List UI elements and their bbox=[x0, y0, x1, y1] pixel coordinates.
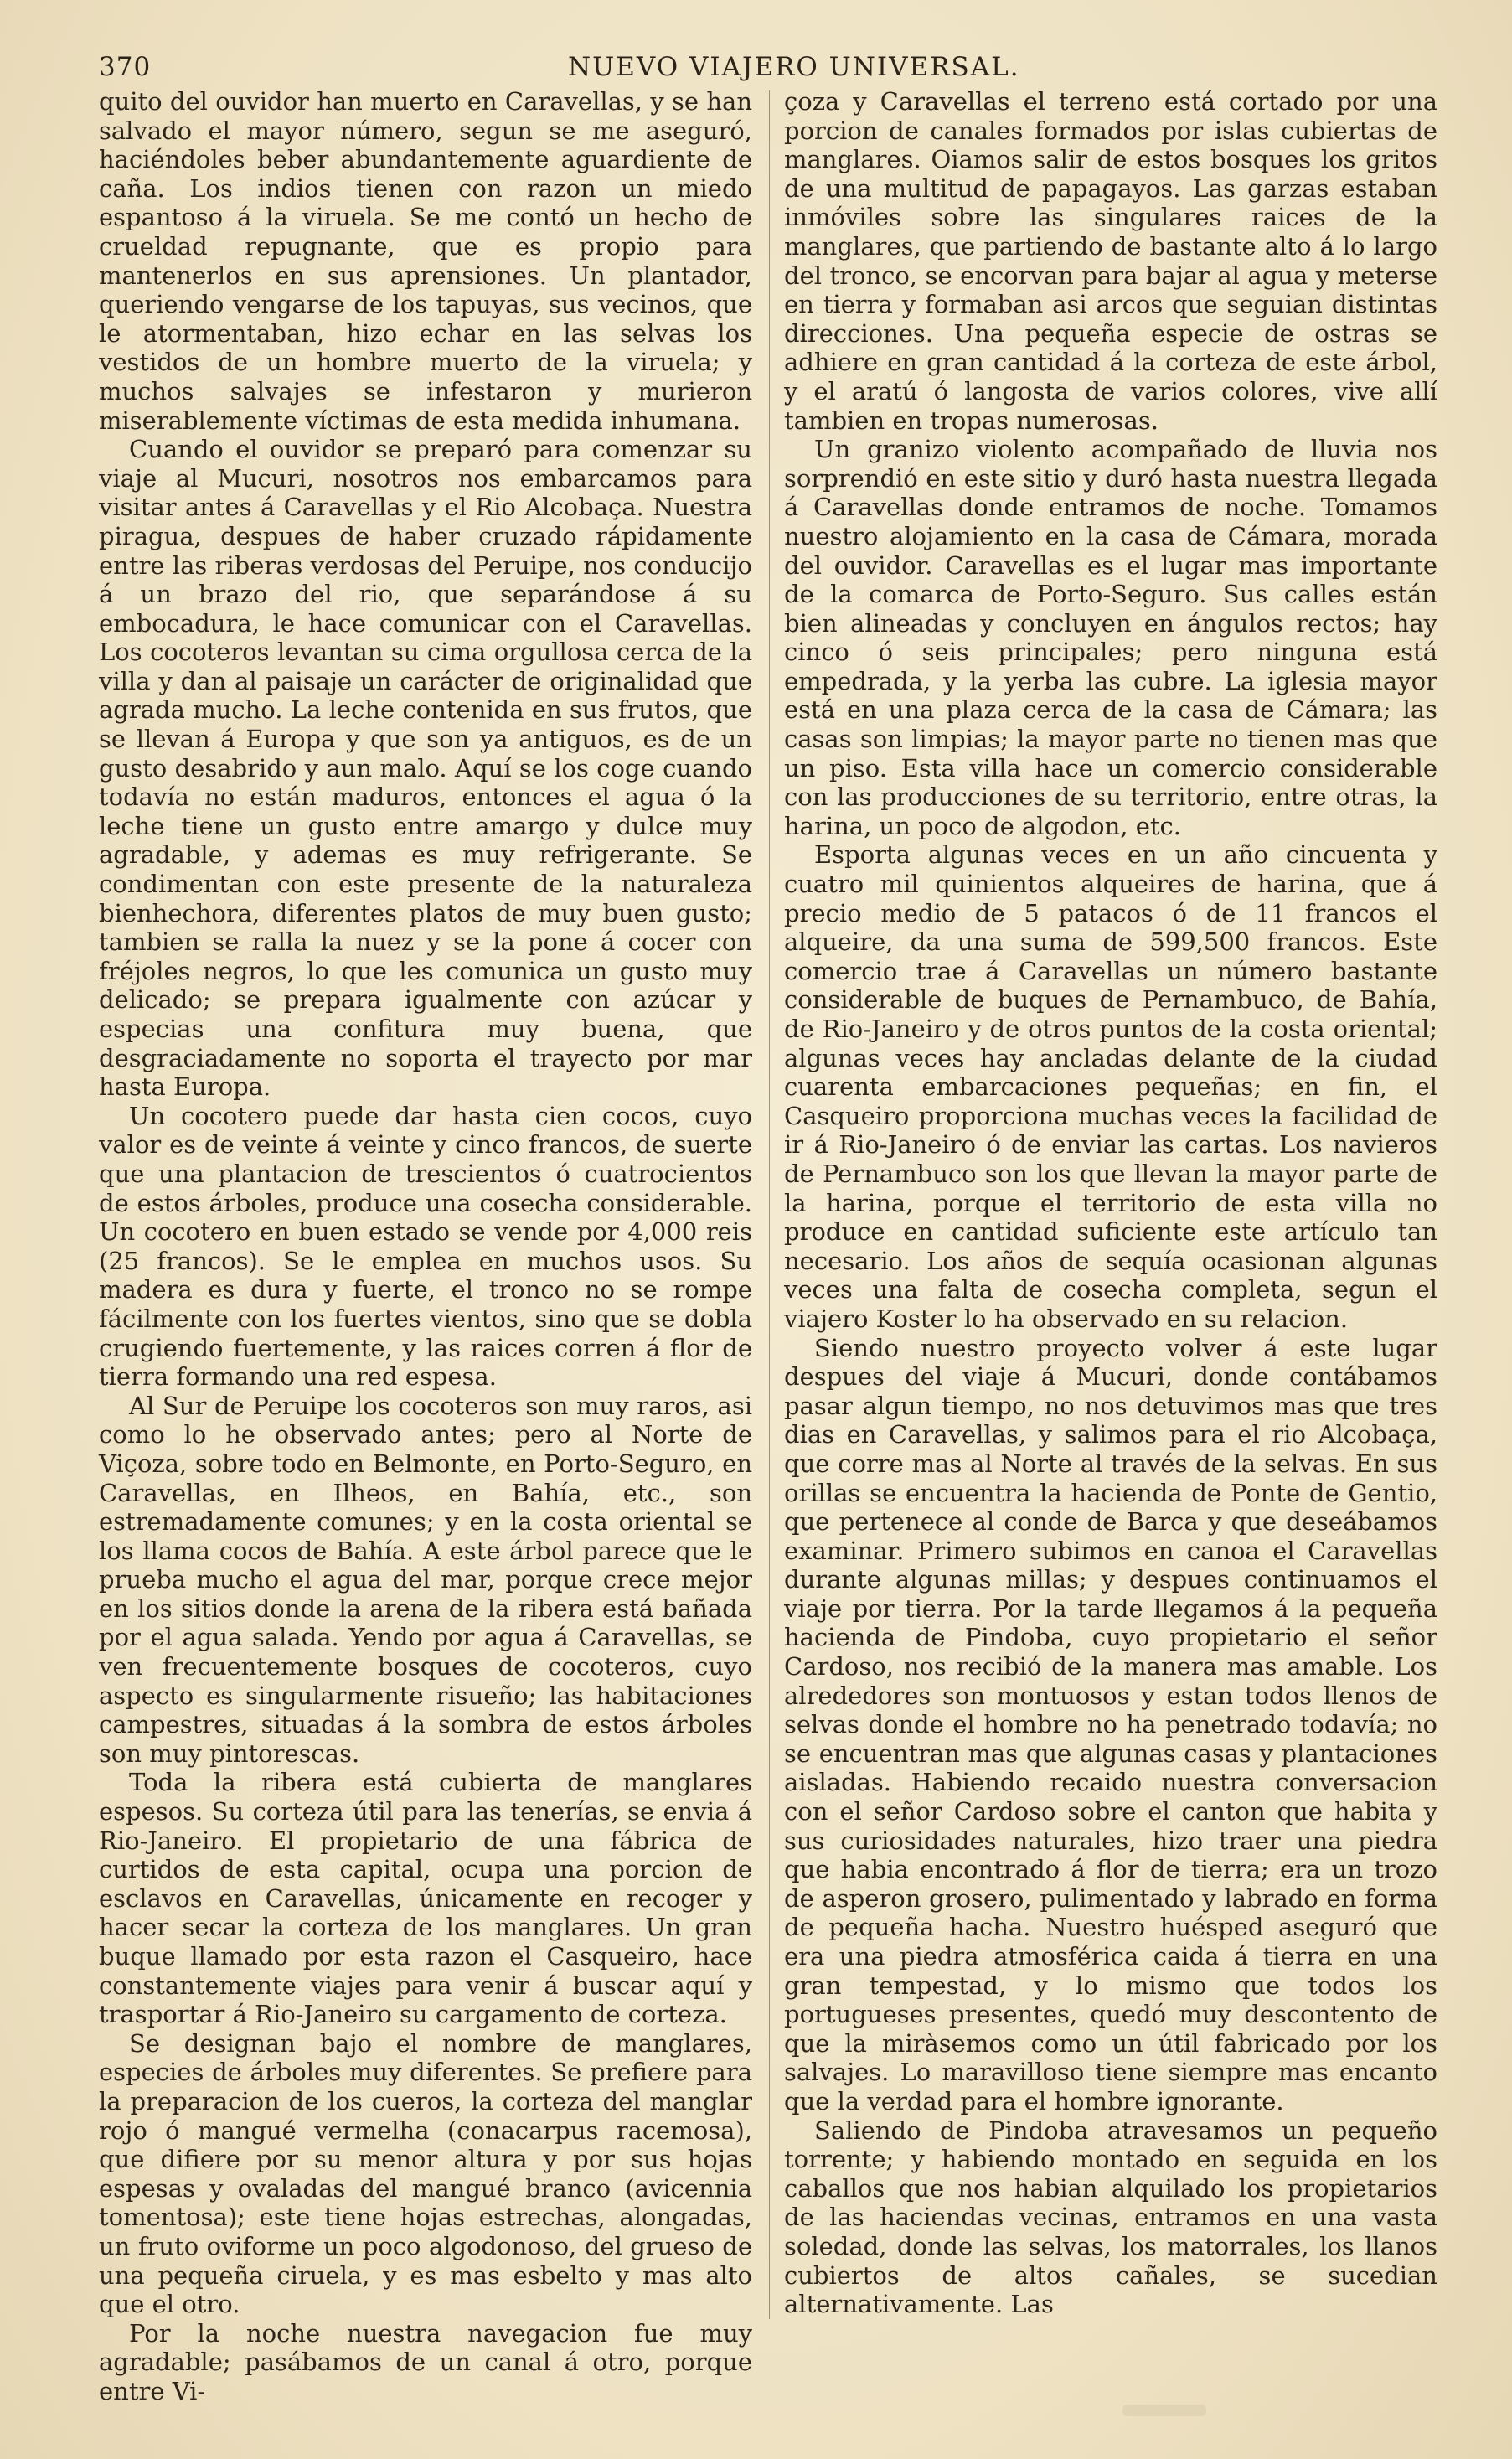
left-column bbox=[99, 87, 752, 2405]
paragraph: quito del ouvidor han muerto en Caravellas, y se han salvado el mayor número, segun se me aseguró, haciéndoles beber abundantemente aguardiente de caña. Los indios tienen con razon un miedo espantoso á la viruela. Se me contó un hecho de crueldad repugnante, que es propio para mantenerlos en sus aprensiones. Un plantador, queriendo vengarse de los tapuyas, sus vecinos, que le atormentaban, hizo echar en las selvas los vestidos de un hombre muerto de la viruela; y muchos salvajes se infestaron y murieron miserablemente víctimas de esta medida inhumana. bbox=[99, 87, 752, 435]
paragraph: Por la noche nuestra navegacion fue muy agradable; pasábamos de un canal á otro, porque entre Vi- bbox=[99, 2318, 752, 2405]
ink-bleed-mark bbox=[1122, 2405, 1206, 2416]
page-number: 370 bbox=[99, 52, 152, 82]
paragraph: Esporta algunas veces en un año cincuenta y cuatro mil quinientos alqueires de harina, que á precio medio de 5 patacos ó de 11 francos el alqueire, da una suma de 599,500 francos. Este comercio trae á Caravellas un número bastante considerable de buques de Pernambuco, de Bahía, de Rio-Janeiro y de otros puntos de la costa oriental; algunas veces hay ancladas delante de la ciudad cuarenta embarcaciones pequeñas; en fin, el Casqueiro proporciona muchas veces la facilidad de ir á Rio-Janeiro ó de enviar las cartas. Los navieros de Pernambuco son los que llevan la mayor parte de la harina, porque el territorio de esta villa no produce en cantidad suficiente este artículo tan necesario. Los años de sequía ocasionan algunas veces una falta de cosecha completa, segun el viajero Koster lo ha observado en su relacion. bbox=[784, 840, 1437, 1333]
paragraph: Siendo nuestro proyecto volver á este lugar despues del viaje á Mucuri, donde contábamos pasar algun tiempo, no nos detuvimos mas que tres dias en Caravellas, y salimos para el rio Alcobaça, que corre mas al Norte al través de la selvas. En sus orillas se encuentra la hacienda de Ponte de Gentio, que pertenece al conde de Barca y que deseábamos examinar. Primero subimos en canoa el Caravellas durante algunas millas; y despues continuamos el viaje por tierra. Por la tarde llegamos á la pequeña hacienda de Pindoba, cuyo propietario el señor Cardoso, nos recibió de la manera mas amable. Los alrededores son montuosos y estan todos llenos de selvas donde el hombre no ha penetrado todavía; no se encuentran mas que algunas casas y plantaciones aisladas. Habiendo recaido nuestra conversacion con el señor Cardoso sobre el canton que habita y sus curiosidades naturales, hizo traer una piedra que habia encontrado á flor de tierra; era un trozo de asperon grosero, pulimentado y labrado en forma de pequeña hacha. Nuestro huésped aseguró que era una piedra atmosférica caida á tierra en una gran tempestad, y lo mismo que todos los portugueses presentes, quedó muy descontento de que la miràsemos como un útil fabricado por los salvajes. Lo maravilloso tiene siempre mas encanto que la verdad para el hombre ignorante. bbox=[784, 1333, 1437, 2115]
paragraph: Toda la ribera está cubierta de manglares espesos. Su corteza útil para las tenerías, se envia á Rio-Janeiro. El propietario de una fábrica de curtidos de esta capital, ocupa una porcion de esclavos en Caravellas, únicamente en recoger y hacer secar la corteza de los manglares. Un gran buque llamado por esta razon el Casqueiro, hace constantemente viajes para venir á buscar aquí y trasportar á Rio-Janeiro su cargamento de corteza. bbox=[99, 1768, 752, 2029]
paragraph: Un cocotero puede dar hasta cien cocos, cuyo valor es de veinte á veinte y cinco francos, de suerte que una plantacion de trescientos ó cuatrocientos de estos árboles, produce una cosecha considerable. Un cocotero en buen estado se vende por 4,000 reis (25 francos). Se le emplea en muchos usos. Su madera es dura y fuerte, el tronco no se rompe fácilmente con los fuertes vientos, sino que se dobla crugiendo fuertemente, y las raices corren á flor de tierra formando una red espesa. bbox=[99, 1101, 752, 1392]
paragraph: Un granizo violento acompañado de lluvia nos sorprendió en este sitio y duró hasta nuestra llegada á Caravellas donde entramos de noche. Tomamos nuestro alojamiento en la casa de Cámara, morada del ouvidor. Caravellas es el lugar mas importante de la comarca de Porto-Seguro. Sus calles están bien alineadas y concluyen en ángulos rectos; hay cinco ó seis principales; pero ninguna está empedrada, y la yerba las cubre. La iglesia mayor está en una plaza cerca de la casa de Cámara; las casas son limpias; la mayor parte no tienen mas que un piso. Esta villa hace un comercio considerable con las producciones de su territorio, entre otras, la harina, un poco de algodon, etc. bbox=[784, 435, 1437, 840]
column-divider bbox=[769, 90, 770, 2319]
running-head: NUEVO VIAJERO UNIVERSAL. bbox=[568, 52, 1020, 82]
paragraph: Saliendo de Pindoba atravesamos un pequeño torrente; y habiendo montado en seguida en los caballos que nos habian alquilado los propietarios de las haciendas vecinas, entramos en una vasta soledad, donde las selvas, los matorrales, los llanos cubiertos de altos cañales, se sucedian alternativamente. Las bbox=[784, 2115, 1437, 2319]
text-columns bbox=[99, 87, 1447, 2405]
right-column bbox=[784, 87, 1437, 2349]
paragraph: Se designan bajo el nombre de manglares, especies de árboles muy diferentes. Se prefiere para la preparacion de los cueros, la corteza del manglar rojo ó mangué vermelha (conacarpus racemosa), que difiere por su menor altura y por sus hojas espesas y ovaladas del mangué branco (avicennia tomentosa); este tiene hojas estrechas, alongadas, un fruto oviforme un poco algodonoso, del grueso de una pequeña ciruela, y es mas esbelto y mas alto que el otro. bbox=[99, 2028, 752, 2319]
page-header bbox=[99, 49, 1447, 90]
paragraph: Cuando el ouvidor se preparó para comenzar su viaje al Mucuri, nosotros nos embarcamos para visitar antes á Caravellas y el Rio Alcobaça. Nuestra piragua, despues de haber cruzado rápidamente entre las riberas verdosas del Peruipe, nos conducijo á un brazo del rio, que separándose á su embocadura, le hace comunicar con el Caravellas. Los cocoteros levantan su cima orgullosa cerca de la villa y dan al paisaje un carácter de originalidad que agrada mucho. La leche contenida en sus frutos, que se llevan á Europa y que son ya antiguos, es de un gusto desabrido y aun malo. Aquí se los coge cuando todavía no están maduros, entonces el agua ó la leche tiene un gusto entre amargo y dulce muy agradable, y ademas es muy refrigerante. Se condimentan con este presente de la naturaleza bienhechora, diferentes platos de muy buen gusto; tambien se ralla la nuez y se la pone á cocer con fréjoles negros, lo que les comunica un gusto muy delicado; se prepara igualmente con azúcar y especias una confitura muy buena, que desgraciadamente no soporta el trayecto por mar hasta Europa. bbox=[99, 435, 752, 1102]
paragraph: Al Sur de Peruipe los cocoteros son muy raros, asi como lo he observado antes; pero al Norte de Viçoza, sobre todo en Belmonte, en Porto-Seguro, en Caravellas, en Ilheos, en Bahía, etc., son estremadamente comunes; y en la costa oriental se los llama cocos de Bahía. A este árbol parece que le prueba mucho el agua del mar, porque crece mejor en los sitios donde la arena de la ribera está bañada por el agua salada. Yendo por agua á Caravellas, se ven frecuentemente bosques de cocoteros, cuyo aspecto es singularmente risueño; las habitaciones campestres, situadas á la sombra de estos árboles son muy pintorescas. bbox=[99, 1391, 752, 1768]
paragraph: çoza y Caravellas el terreno está cortado por una porcion de canales formados por islas cubiertas de manglares. Oiamos salir de estos bosques los gritos de una multitud de papagayos. Las garzas estaban inmóviles sobre las singulares raices de la manglares, que partiendo de bastante alto á lo largo del tronco, se encorvan para bajar al agua y meterse en tierra y formaban asi arcos que seguian distintas direcciones. Una pequeña especie de ostras se adhiere en gran cantidad á la corteza de este árbol, y el aratú ó langosta de varios colores, vive allí tambien en tropas numerosas. bbox=[784, 87, 1437, 435]
